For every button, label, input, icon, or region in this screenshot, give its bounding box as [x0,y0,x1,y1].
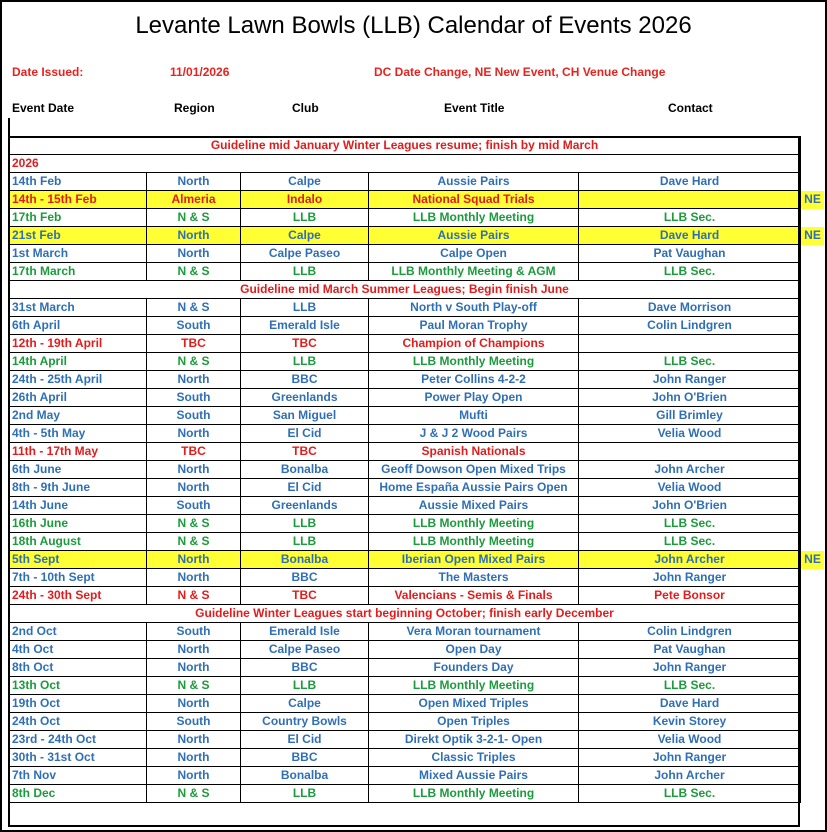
change-flag [801,407,825,425]
event-date: 1st March [9,245,147,263]
event-date: 18th August [9,533,147,551]
change-flag [801,425,825,443]
event-contact: Gill Brimley [579,407,801,425]
event-date: 11th - 17th May [9,443,147,461]
event-date: 16th June [9,515,147,533]
event-title: LLB Monthly Meeting & AGM [369,263,579,281]
event-row [9,299,825,317]
change-flag [801,245,825,263]
event-club: LLB [241,533,369,551]
event-date: 24th - 30th Sept [9,587,147,605]
event-contact: Dave Morrison [579,299,801,317]
column-header-region: Region [174,101,215,115]
event-club: Greenlands [241,389,369,407]
event-contact: John Ranger [579,371,801,389]
event-row [9,317,825,335]
event-contact: Velia Wood [579,425,801,443]
event-row [9,695,825,713]
event-title: Valencians - Semis & Finals [369,587,579,605]
event-club: TBC [241,587,369,605]
event-date: 5th Sept [9,551,147,569]
event-contact: Dave Hard [579,173,801,191]
event-region: North [147,695,241,713]
change-flag [801,713,825,731]
event-row [9,191,825,209]
event-club: Calpe Paseo [241,641,369,659]
event-row [9,731,825,749]
change-code-legend: DC Date Change, NE New Event, CH Venue Change [374,65,666,79]
event-row [9,371,825,389]
event-club: LLB [241,353,369,371]
event-region: North [147,551,241,569]
event-title: The Masters [369,569,579,587]
event-title: Direkt Optik 3-2-1- Open [369,731,579,749]
event-contact: John O'Brien [579,497,801,515]
event-date: 8th Dec [9,785,147,803]
event-title: Classic Triples [369,749,579,767]
change-flag [801,371,825,389]
guideline-text: Guideline mid March Summer Leagues; Begin finish June [9,281,801,299]
event-date: 14th Feb [9,173,147,191]
event-region: North [147,371,241,389]
change-flag [801,209,825,227]
event-region: South [147,713,241,731]
event-contact: Pete Bonsor [579,587,801,605]
event-contact: Colin Lindgren [579,317,801,335]
change-flag: NE [801,551,825,569]
event-contact: LLB Sec. [579,515,801,533]
change-flag [801,731,825,749]
event-row [9,335,825,353]
guideline-text: Guideline Winter Leagues start beginning October; finish early December [9,605,801,623]
event-region: South [147,497,241,515]
change-flag [801,623,825,641]
change-flag [801,173,825,191]
event-contact: LLB Sec. [579,533,801,551]
change-flag [801,659,825,677]
event-contact: Velia Wood [579,479,801,497]
event-title: Vera Moran tournament [369,623,579,641]
event-region: N & S [147,299,241,317]
event-row [9,209,825,227]
event-region: North [147,227,241,245]
event-club: Bonalba [241,551,369,569]
event-title: Aussie Pairs [369,227,579,245]
event-date: 24th Oct [9,713,147,731]
event-club: LLB [241,299,369,317]
event-contact: John Archer [579,461,801,479]
event-region: N & S [147,785,241,803]
event-date: 2nd May [9,407,147,425]
event-date: 2nd Oct [9,623,147,641]
event-club: BBC [241,569,369,587]
event-date: 14th June [9,497,147,515]
event-row [9,389,825,407]
event-date: 21st Feb [9,227,147,245]
event-title: Spanish Nationals [369,443,579,461]
event-title: Aussie Mixed Pairs [369,497,579,515]
event-region: North [147,461,241,479]
page-title: Levante Lawn Bowls (LLB) Calendar of Events 2026 [135,12,692,39]
change-flag: NE [801,227,825,245]
event-contact: Dave Hard [579,227,801,245]
event-row [9,515,825,533]
event-club: LLB [241,263,369,281]
event-contact: Pat Vaughan [579,641,801,659]
guideline-row [9,605,825,623]
event-contact [579,335,801,353]
event-row [9,641,825,659]
event-date: 12th - 19th April [9,335,147,353]
event-contact: LLB Sec. [579,677,801,695]
event-date: 6th April [9,317,147,335]
event-club: LLB [241,785,369,803]
event-row [9,263,825,281]
event-club: Emerald Isle [241,623,369,641]
change-flag [801,353,825,371]
event-club: BBC [241,749,369,767]
event-region: North [147,641,241,659]
event-row [9,353,825,371]
event-row [9,425,825,443]
event-date: 19th Oct [9,695,147,713]
event-region: TBC [147,335,241,353]
event-date: 7th Nov [9,767,147,785]
event-row [9,713,825,731]
event-contact: John Archer [579,767,801,785]
event-region: N & S [147,533,241,551]
event-contact: LLB Sec. [579,209,801,227]
event-contact: Dave Hard [579,695,801,713]
change-flag [801,695,825,713]
event-contact: Kevin Storey [579,713,801,731]
event-title: LLB Monthly Meeting [369,785,579,803]
event-club: El Cid [241,479,369,497]
event-row [9,407,825,425]
event-row [9,767,825,785]
event-row [9,785,825,803]
change-flag-empty [801,605,825,623]
event-title: Iberian Open Mixed Pairs [369,551,579,569]
event-row [9,551,825,569]
change-flag [801,317,825,335]
event-contact: LLB Sec. [579,263,801,281]
event-title: LLB Monthly Meeting [369,533,579,551]
event-club: BBC [241,659,369,677]
change-flag [801,497,825,515]
event-title: North v South Play-off [369,299,579,317]
event-date: 31st March [9,299,147,317]
event-title: Open Mixed Triples [369,695,579,713]
event-contact: LLB Sec. [579,785,801,803]
date-issued-label: Date Issued: [12,65,84,79]
guideline-text: Guideline mid January Winter Leagues resume; finish by mid March [9,137,801,155]
change-flag-empty [801,155,825,173]
event-date: 14th - 15th Feb [9,191,147,209]
event-region: N & S [147,515,241,533]
event-region: North [147,731,241,749]
event-date: 4th Oct [9,641,147,659]
event-title: LLB Monthly Meeting [369,515,579,533]
event-region: TBC [147,443,241,461]
change-flag [801,569,825,587]
event-row [9,623,825,641]
event-title: Open Day [369,641,579,659]
event-title: LLB Monthly Meeting [369,353,579,371]
event-title: Mufti [369,407,579,425]
change-flag [801,749,825,767]
change-flag [801,263,825,281]
event-title: Aussie Pairs [369,173,579,191]
event-club: Calpe [241,227,369,245]
event-date: 8th - 9th June [9,479,147,497]
event-date: 13th Oct [9,677,147,695]
table-left-rule [8,118,10,138]
event-title: Mixed Aussie Pairs [369,767,579,785]
event-club: LLB [241,515,369,533]
event-title: J & J 2 Wood Pairs [369,425,579,443]
event-region: North [147,173,241,191]
event-contact: Pat Vaughan [579,245,801,263]
event-row [9,533,825,551]
event-title: Founders Day [369,659,579,677]
event-row [9,461,825,479]
events-calendar-table [8,136,825,803]
event-contact: John Ranger [579,569,801,587]
event-club: TBC [241,443,369,461]
column-header-event-title: Event Title [444,101,505,115]
event-title: Power Play Open [369,389,579,407]
event-region: N & S [147,587,241,605]
year-row [9,155,825,173]
event-club: Country Bowls [241,713,369,731]
column-header-contact: Contact [668,101,713,115]
event-contact [579,443,801,461]
event-date: 17th March [9,263,147,281]
event-region: South [147,317,241,335]
event-region: North [147,749,241,767]
year-label: 2026 [9,155,801,173]
event-title: Geoff Dowson Open Mixed Trips [369,461,579,479]
events-calendar-body [9,137,825,803]
column-header-event-date: Event Date [12,101,75,115]
event-region: Almeria [147,191,241,209]
event-contact: John Ranger [579,659,801,677]
event-region: North [147,767,241,785]
event-region: North [147,659,241,677]
event-date: 8th Oct [9,659,147,677]
guideline-row [9,281,825,299]
event-title: LLB Monthly Meeting [369,209,579,227]
event-club: TBC [241,335,369,353]
change-flag [801,641,825,659]
event-region: N & S [147,677,241,695]
change-flag-empty [801,137,825,155]
event-date: 14th April [9,353,147,371]
event-row [9,173,825,191]
event-row [9,443,825,461]
event-date: 23rd - 24th Oct [9,731,147,749]
change-flag [801,533,825,551]
event-contact: LLB Sec. [579,353,801,371]
event-row [9,569,825,587]
event-date: 26th April [9,389,147,407]
event-club: Emerald Isle [241,317,369,335]
event-title: Champion of Champions [369,335,579,353]
change-flag [801,335,825,353]
event-contact: Velia Wood [579,731,801,749]
event-row [9,659,825,677]
change-flag [801,479,825,497]
event-club: Bonalba [241,767,369,785]
event-date: 24th - 25th April [9,371,147,389]
event-club: LLB [241,677,369,695]
change-flag-empty [801,281,825,299]
event-region: N & S [147,209,241,227]
event-title: Paul Moran Trophy [369,317,579,335]
event-row [9,587,825,605]
event-club: San Miguel [241,407,369,425]
event-date: 30th - 31st Oct [9,749,147,767]
change-flag: NE [801,191,825,209]
event-contact: John Ranger [579,749,801,767]
change-flag [801,515,825,533]
event-club: Calpe Paseo [241,245,369,263]
change-flag [801,389,825,407]
event-region: North [147,425,241,443]
event-region: South [147,623,241,641]
event-row [9,479,825,497]
change-flag [801,587,825,605]
change-flag [801,677,825,695]
event-club: Indalo [241,191,369,209]
event-region: N & S [147,263,241,281]
event-club: Calpe [241,173,369,191]
event-contact: John Archer [579,551,801,569]
event-club: Greenlands [241,497,369,515]
event-row [9,245,825,263]
column-header-club: Club [292,101,319,115]
event-region: South [147,407,241,425]
event-title: LLB Monthly Meeting [369,677,579,695]
event-title: National Squad Trials [369,191,579,209]
event-club: El Cid [241,731,369,749]
event-club: LLB [241,209,369,227]
event-contact: Colin Lindgren [579,623,801,641]
change-flag [801,461,825,479]
event-region: South [147,389,241,407]
event-title: Open Triples [369,713,579,731]
date-issued-value: 11/01/2026 [170,65,230,79]
event-region: North [147,479,241,497]
change-flag [801,767,825,785]
event-title: Peter Collins 4-2-2 [369,371,579,389]
guideline-row [9,137,825,155]
event-club: BBC [241,371,369,389]
event-row [9,677,825,695]
change-flag [801,785,825,803]
event-date: 7th - 10th Sept [9,569,147,587]
event-region: N & S [147,353,241,371]
event-row [9,227,825,245]
event-date: 17th Feb [9,209,147,227]
event-title: Calpe Open [369,245,579,263]
event-contact: John O'Brien [579,389,801,407]
change-flag [801,443,825,461]
event-club: El Cid [241,425,369,443]
event-club: Bonalba [241,461,369,479]
event-region: North [147,569,241,587]
event-date: 6th June [9,461,147,479]
event-date: 4th - 5th May [9,425,147,443]
event-region: North [147,245,241,263]
event-row [9,497,825,515]
event-contact [579,191,801,209]
change-flag [801,299,825,317]
event-club: Calpe [241,695,369,713]
event-title: Home España Aussie Pairs Open [369,479,579,497]
event-row [9,749,825,767]
